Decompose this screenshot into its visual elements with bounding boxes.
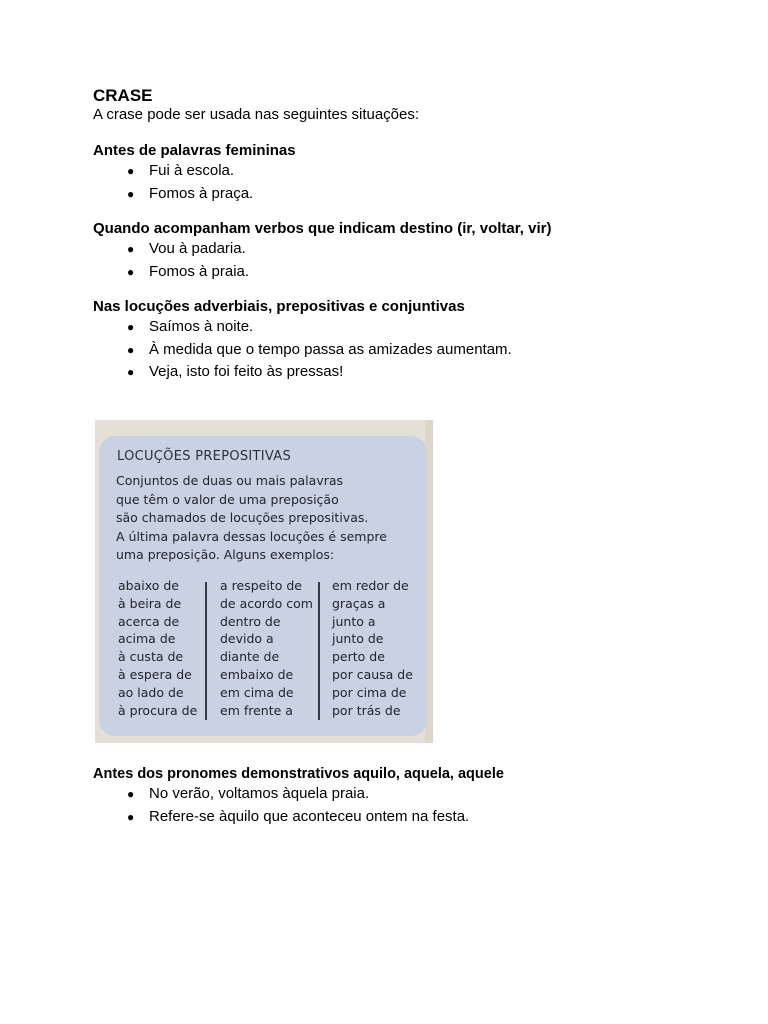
example-term: à procura de (118, 702, 198, 718)
example-term: à custa de (118, 649, 184, 665)
photo-body-line: A última palavra dessas locuções é sempre (116, 528, 387, 544)
bullet-list-destino (93, 238, 693, 283)
example-term: em redor de (332, 578, 409, 593)
photo-body-line: que têm o valor de uma preposição (116, 491, 339, 507)
list-item: ● Fui à escola. (127, 160, 693, 183)
example-term: de acordo com (220, 595, 313, 611)
list-item: ● Fomos à praia. (127, 261, 693, 284)
photo-body-line: são chamados de locuções prepositivas. (116, 510, 369, 525)
bullet-icon: ● (127, 186, 135, 201)
example-term: a respeito de (220, 578, 302, 593)
list-item: ● No verão, voltamos àquela praia. (127, 783, 693, 806)
example-term: por causa de (332, 666, 413, 682)
list-item: ● Vou à padaria. (127, 238, 693, 261)
column-divider (318, 582, 320, 720)
example-term: embaixo de (220, 666, 294, 682)
example-term: dentro de (220, 613, 281, 629)
intro-text: A crase pode ser usada nas seguintes situações: (93, 106, 420, 123)
photo-body (116, 472, 416, 565)
section-heading-femininas: Antes de palavras femininas (93, 142, 296, 159)
example-term: por trás de (332, 702, 401, 718)
column-divider (205, 582, 207, 720)
example-term: junto de (332, 631, 384, 647)
document-body (93, 86, 693, 384)
examples-column-2 (220, 577, 313, 719)
bullet-icon: ● (127, 787, 135, 801)
section-heading-destino: Quando acompanham verbos que indicam destino (ir, voltar, vir) (93, 220, 552, 237)
list-item: ● Fomos à praça. (127, 183, 693, 206)
bullet-list-femininas (93, 160, 693, 205)
bullet-list-locucoes (93, 316, 693, 384)
example-term: ao lado de (118, 684, 184, 700)
example-term: à beira de (118, 595, 182, 611)
list-item: ● Refere-se àquilo que aconteceu ontem na festa. (127, 806, 693, 829)
example-term: em frente a (220, 702, 293, 718)
example-term: acerca de (118, 613, 180, 629)
bullet-icon: ● (127, 164, 135, 178)
section-heading-locucoes: Nas locuções adverbiais, prepositivas e conjuntivas (93, 298, 465, 315)
example-term: junto a (332, 613, 376, 629)
list-item: ● Veja, isto foi feito às pressas! (127, 361, 693, 384)
bullet-icon: ● (127, 365, 135, 379)
photo-title: LOCUÇÕES PREPOSITIVAS (117, 449, 292, 464)
bullet-list-demonstrativos (93, 783, 693, 828)
bullet-icon: ● (127, 242, 135, 256)
list-item: ● À medida que o tempo passa as amizades aumentam. (127, 339, 693, 362)
example-term: por cima de (332, 684, 407, 700)
examples-column-3 (332, 577, 413, 719)
example-term: em cima de (220, 684, 294, 700)
list-item: ● Saímos à noite. (127, 316, 693, 339)
example-term: à espera de (118, 666, 192, 682)
page-title: CRASE (93, 86, 153, 105)
example-term: abaixo de (118, 578, 179, 593)
example-term: acima de (118, 631, 176, 647)
photo-body-line: Conjuntos de duas ou mais palavras (116, 473, 344, 488)
example-term: perto de (332, 649, 385, 665)
document-body-continued (93, 765, 693, 828)
textbook-photo (95, 420, 433, 743)
example-term: devido a (220, 631, 274, 647)
bullet-icon: ● (127, 264, 135, 279)
bullet-icon: ● (127, 342, 135, 357)
example-term: graças a (332, 595, 386, 611)
example-term: diante de (220, 649, 280, 665)
examples-column-1 (118, 577, 197, 719)
photo-body-line: uma preposição. Alguns exemplos: (116, 547, 335, 562)
bullet-icon: ● (127, 809, 135, 824)
bullet-icon: ● (127, 320, 135, 334)
section-heading-demonstrativos: Antes dos pronomes demonstrativos aquilo, aquela, aquele (93, 766, 504, 782)
